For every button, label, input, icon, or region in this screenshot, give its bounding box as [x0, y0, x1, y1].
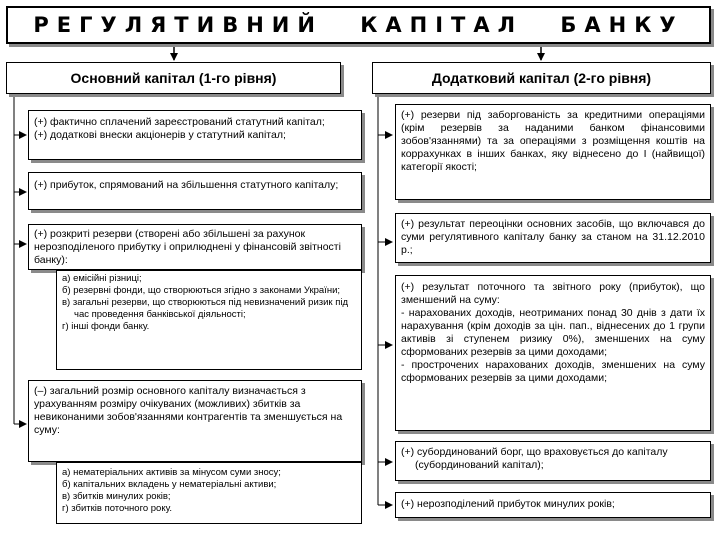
left-box-3-item-a: а) емісійні різниці;: [62, 273, 142, 284]
right-box-3: [395, 275, 711, 431]
left-box-4-text: (–) загальний розмір основного капіталу визначається з урахуванням розміру очікуваних (можливих) збитків за невиконаними зобов'язаннями контрагентів та зменшується на суму:: [34, 385, 343, 436]
left-box-4: [28, 380, 362, 462]
right-box-5: [395, 492, 711, 518]
left-box-3-item-c: в) загальні резерви, що створюються під невизначений ризик під час проведення банківської діяльності;: [62, 297, 349, 320]
left-header-box: [6, 62, 341, 94]
left-box-1-line-2: (+) додаткові внески акціонерів у статутний капітал;: [34, 129, 286, 141]
title-box: [6, 6, 711, 44]
left-box-3-list: [56, 270, 362, 370]
right-box-3-line-3: - прострочених нарахованих доходів, зменшених на суму сформованих резервів за цими доходами;: [401, 359, 705, 384]
right-box-4-text: (+) субординований борг, що враховується до капіталу (субординований капітал);: [401, 446, 668, 471]
left-box-3-item-d: г) інші фонди банку.: [62, 321, 150, 332]
right-box-1-text: (+) резерви під заборгованість за кредитними операціями (крім резервів за наданими банком фінансовими зобов'язаннями) та за операціями з розміщення коштів на коррахунках в інших банках, яку віднесено до I (найвищої) категорії якості;: [401, 109, 705, 173]
right-box-1: [395, 104, 711, 200]
right-header-box: [372, 62, 711, 94]
right-box-3-line-2: - нарахованих доходів, неотриманих понад 30 днів з дати їх нарахування (крім доходів за цін. пап., віднесених до 1 групи активів зі ступенем ризику 0%), зменшених на суму сформованих резервів за цими доходами;: [401, 307, 705, 358]
right-box-4: [395, 441, 711, 481]
right-box-2-text: (+) результат переоцінки основних засобів, що включався до суми регулятивного капіталу банку за станом на 31.12.2010 р.;: [401, 218, 705, 256]
right-header: Додатковий капітал (2-го рівня): [431, 70, 652, 86]
left-box-3: [28, 224, 362, 270]
page-title: РЕГУЛЯТИВНИЙ КАПІТАЛ БАНКУ: [33, 13, 684, 37]
right-box-3-line-1: (+) результат поточного та звітного року (прибуток), що зменшений на суму:: [401, 281, 705, 306]
left-header: Основний капітал (1-го рівня): [70, 70, 277, 86]
left-box-4-list: [56, 462, 362, 524]
left-box-3-text: (+) розкриті резерви (створені або збільшені за рахунок нерозподіленого прибутку і оприлюднені у фінансовій звітності банку):: [34, 228, 341, 266]
left-box-1: [28, 110, 362, 160]
left-box-2-text: (+) прибуток, спрямований на збільшення статутного капіталу;: [34, 179, 339, 191]
left-box-2: [28, 172, 362, 210]
right-box-2: [395, 213, 711, 263]
left-box-4-item-a: а) нематеріальних активів за мінусом суми зносу;: [62, 467, 281, 478]
left-box-4-item-b: б) капітальних вкладень у нематеріальні активи;: [62, 479, 277, 490]
right-box-5-text: (+) нерозподілений прибуток минулих років;: [401, 498, 615, 510]
left-box-4-item-c: в) збитків минулих років;: [62, 491, 171, 502]
left-box-3-item-b: б) резервні фонди, що створюються згідно з законами України;: [62, 285, 341, 296]
left-box-1-line-1: (+) фактично сплачений зареєстрований статутний капітал;: [34, 116, 325, 128]
left-box-4-item-d: г) збитків поточного року.: [62, 503, 173, 514]
